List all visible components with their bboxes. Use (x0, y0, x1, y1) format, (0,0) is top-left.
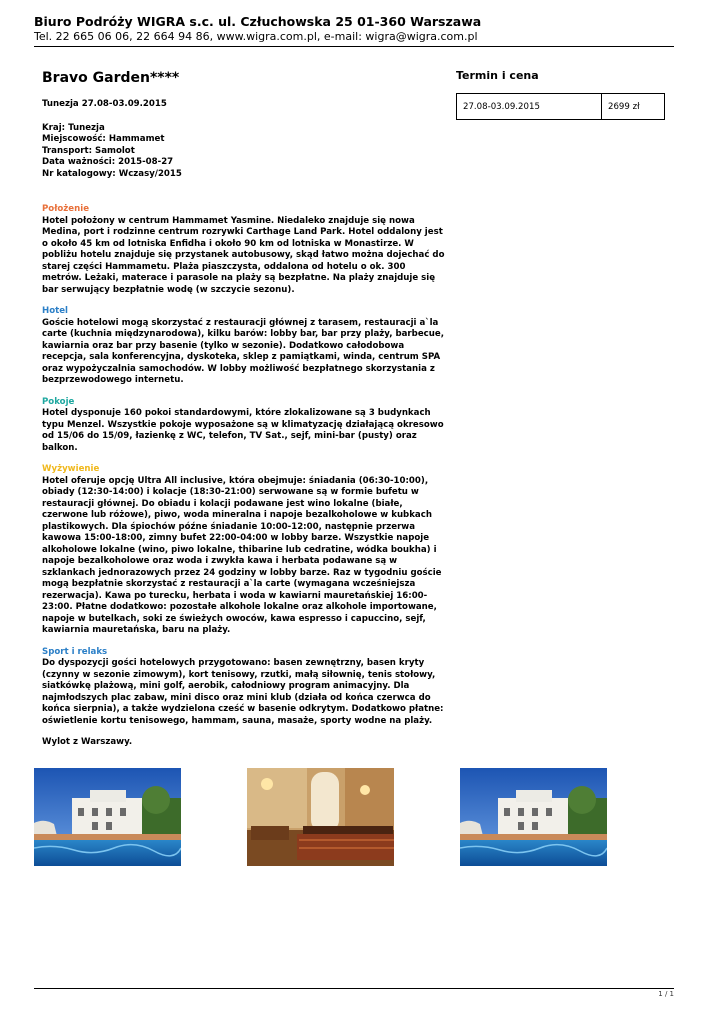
meta-catalog-number: Nr katalogowy: Wczasy/2015 (42, 168, 182, 179)
section-body: Hotel oferuje opcję Ultra All inclusive, która obejmuje: śniadania (06:30-10:00), obiady (12:30-14:00) i kolacje (18:30-21:00) serwowane są w formie bufetu w restauracji głównej. Do obiadu i kolacji podawane jest wino lokalne (białe, czerwone lub różowe), piwo, woda mineralna i napoje bezalkoholowe w kubkach plastikowych. Dla śpiochów późne śniadanie 10:00-12:00, następnie przerwa kawowa 15:00-18:00, zimny bufet 22:00-04:00 w lobby barze. Wszystkie napoje alkoholowe lokalne (wino, piwo lokalne, thibarine lub cedratine, wódka boukha) i napoje bezalkoholowe oraz woda i zwykła kawa i herbata podawane są w szklankach jednorazowych przez 24 godziny w lobby barze. Raz w tygodniu goście mogą bezpłatnie skorzystać z restauracji a`la carte (wymagana wcześniejsza rezerwacja). Kawa po turecku, herbata i woda w kawiarni mauretańskiej 16:00-23:00. Płatne dodatkowo: pozostałe alkohole lokalne oraz alkohole importowane, napoje w butelkach, soki ze świeżych owoców, kawa espresso i capuccino, sejf, kawiarnia mauretańska, baru na plaży. (42, 475, 442, 635)
section-body: Hotel dysponuje 160 pokoi standardowymi, które zlokalizowane są 3 budynkach typu Menzel. Wszystkie pokoje wyposażone są w klimatyzację działającą okresowo od 15/06 do 15/09, łazienkę z WC, telefon, TV Sat., sejf, mini-bar (pusty) oraz balkon. (42, 408, 444, 453)
departure-note: Wylot z Warszawy. (42, 737, 133, 747)
section-heading: Sport i relaks (42, 646, 108, 657)
section-hotel (42, 306, 447, 387)
page-number: 1 / 1 (658, 990, 674, 998)
price-row (457, 94, 665, 120)
section-location (42, 204, 447, 296)
hotel-pool-photo-2 (460, 768, 607, 866)
section-body: Hotel położony w centrum Hammamet Yasmine. Niedaleko znajduje się nowa Medina, port i rodzinne centrum rozrywki Carthage Land Park. Hotel oddalony jest o około 45 km od lotniska Enfidha i około 90 km od lotniska w Monastirze. W pobliżu hotelu znajduje się przystanek autobusowy, skąd łatwo można dojechać do starej części Hammametu. Plaża piaszczysta, oddalona od hotelu o ok. 300 metrów. Leżaki, materace i parasole na plaży są bezpłatne. Na plaży znajduje się bar serwujący bezpłatnie wodę (w szczycie sezonu). (42, 215, 445, 295)
offer-title: Bravo Garden**** (42, 70, 180, 86)
meta-transport: Transport: Samolot (42, 145, 135, 156)
hotel-room-photo (247, 768, 394, 866)
section-body: Do dyspozycji gości hotelowych przygotowano: basen zewnętrzny, basen kryty (czynny w sezonie zimowym), kort tenisowy, rzutki, małą siłownię, tenis stołowy, siatkówkę plażową, mini golf, aerobik, całodniowy program animacyjny. Dla najmłodszych plac zabaw, mini disco oraz mini klub (działa od końca czerwca do końca sierpnia), a także wydzielona cześć w basenie odkrytym. Dodatkowo płatne: oświetlenie kortu tenisowego, hammam, sauna, masaże, sporty wodne na plaży. (42, 658, 444, 726)
section-body: Goście hotelowi mogą skorzystać z restauracji głównej z tarasem, restauracji a`la carte (kuchnia międzynarodowa), kilku barów: lobby bar, bar przy plaży, barbecue, kawiarnia oraz bar przy basenie (tylko w sezonie). Dodatkowo całodobowa recepcja, sala konferencyjna, dyskoteka, sklep z pamiątkami, winda, centrum SPA oraz wypożyczalnia samochodów. W lobby możliwość bezpłatnego skorzystania z bezprzewodowego internetu. (42, 317, 444, 385)
meta-country: Kraj: Tunezja (42, 122, 105, 133)
price-panel-title: Termin i cena (456, 69, 539, 82)
section-sport (42, 647, 447, 728)
price-row-date: 27.08-03.09.2015 (457, 94, 602, 120)
document-header (34, 14, 674, 44)
agency-name: Biuro Podróży WIGRA s.c. ul. Człuchowska 25 01-360 Warszawa (34, 14, 482, 29)
offer-dates: Tunezja 27.08-03.09.2015 (42, 99, 167, 109)
section-heading: Pokoje (42, 396, 75, 407)
agency-contact: Tel. 22 665 06 06, 22 664 94 86, www.wigra.com.pl, e-mail: wigra@wigra.com.pl (34, 30, 478, 43)
meta-validity: Data ważności: 2015-08-27 (42, 157, 174, 167)
offer-main (42, 69, 447, 749)
price-row-price: 2699 zł (602, 94, 665, 120)
section-rooms (42, 397, 447, 455)
footer-divider (34, 988, 674, 989)
section-heading: Hotel (42, 306, 68, 316)
section-board (42, 464, 447, 637)
hotel-pool-photo (34, 768, 181, 866)
price-table (456, 93, 665, 120)
price-panel (456, 69, 666, 120)
meta-city: Miejscowość: Hammamet (42, 134, 165, 144)
header-divider (34, 46, 674, 47)
section-heading: Wyżywienie (42, 464, 100, 474)
offer-meta (42, 123, 447, 181)
section-heading: Położenie (42, 204, 90, 214)
